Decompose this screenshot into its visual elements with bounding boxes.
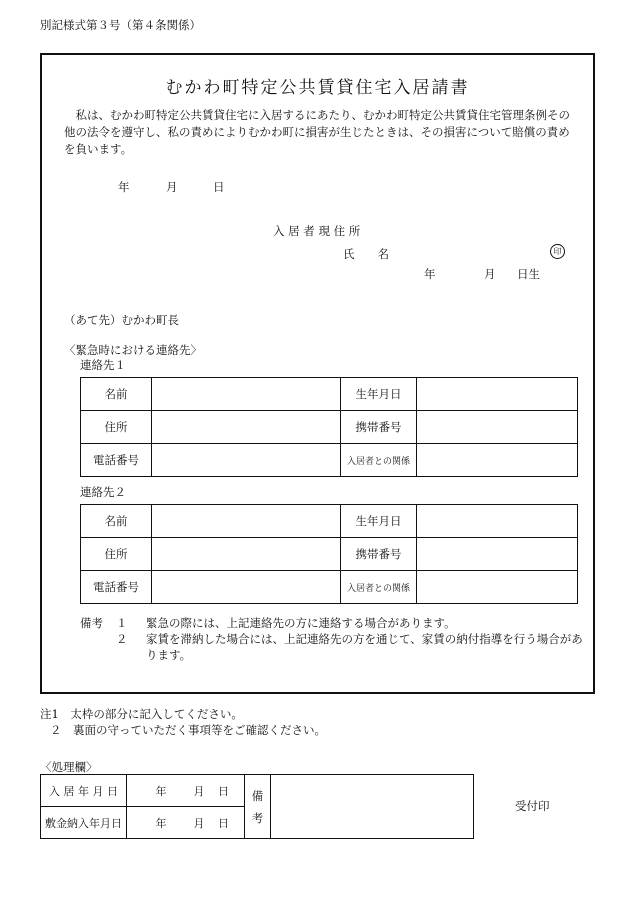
remarks-item2-line2: ります。 xyxy=(146,648,192,662)
submission-month[interactable]: 月 xyxy=(166,180,178,194)
name-label: 氏 名 xyxy=(343,247,389,261)
table-row xyxy=(81,538,578,571)
birth-month-label: 月 xyxy=(484,267,496,281)
contact1-table xyxy=(80,377,578,477)
form-title: むかわ町特定公共賃貸住宅入居請書 xyxy=(165,78,470,98)
move-in-year: 年 xyxy=(155,784,167,798)
remarks-label: 備考 xyxy=(80,616,103,630)
contact1-birthdate-label: 生年月日 xyxy=(341,378,417,411)
footnote-2: ２ 裏面の守っていただく事項等をご確認ください。 xyxy=(50,723,326,737)
contact2-address-label: 住所 xyxy=(81,538,152,571)
deposit-day: 日 xyxy=(218,816,229,830)
main-form-frame xyxy=(40,53,595,694)
contact2-name-label: 名前 xyxy=(81,505,152,538)
move-in-day: 日 xyxy=(218,784,229,798)
table-row xyxy=(81,378,578,411)
remarks-item1-text: 緊急の際には、上記連絡先の方に連絡する場合があります。 xyxy=(146,616,456,630)
seal-mark: 印 xyxy=(550,244,565,259)
contact1-heading: 連絡先１ xyxy=(80,358,126,372)
contact1-address-field[interactable] xyxy=(152,411,341,444)
pledge-paragraph: 私は、むかわ町特定公共賃貸住宅に入居するにあたり、むかわ町特定公共賃貸住宅管理条例その他の法令を遵守し、私の責めによりむかわ町に損害が生じたときは、その損害について賠償の責めを負います。 xyxy=(64,108,570,156)
contact1-name-label: 名前 xyxy=(81,378,152,411)
submission-year[interactable]: 年 xyxy=(118,180,130,194)
contact1-mobile-label: 携帯番号 xyxy=(341,411,417,444)
current-address-label: 入 居 者 現 住 所 xyxy=(273,224,361,238)
contact1-address-label: 住所 xyxy=(81,411,152,444)
deposit-date-field[interactable] xyxy=(127,807,245,839)
table-row xyxy=(81,411,578,444)
move-in-month: 月 xyxy=(193,784,205,798)
remarks-item1-number: １ xyxy=(116,616,128,630)
remarks-item2-number: ２ xyxy=(116,632,128,646)
table-row xyxy=(81,505,578,538)
contact1-relation-label: 入居者との関係 xyxy=(341,444,417,477)
contact2-name-field[interactable] xyxy=(152,505,341,538)
contact2-mobile-field[interactable] xyxy=(417,538,578,571)
footnote-1: 注1 太枠の部分に記入してください。 xyxy=(40,707,243,721)
contact2-birthdate-field[interactable] xyxy=(417,505,578,538)
contact2-table xyxy=(80,504,578,604)
move-in-date-field[interactable] xyxy=(127,775,245,807)
contact2-phone-field[interactable] xyxy=(152,571,341,604)
contact1-phone-field[interactable] xyxy=(152,444,341,477)
processing-table xyxy=(40,774,474,839)
receipt-stamp-label: 受付印 xyxy=(515,799,550,813)
contact1-birthdate-field[interactable] xyxy=(417,378,578,411)
submission-day[interactable]: 日 xyxy=(213,180,225,194)
form-number-label: 別記様式第３号（第４条関係） xyxy=(40,18,201,32)
remarks-char-1: 備 xyxy=(251,788,264,803)
contact1-relation-field[interactable] xyxy=(417,444,578,477)
contact1-mobile-field[interactable] xyxy=(417,411,578,444)
move-in-date-label: 入 居 年 月 日 xyxy=(41,775,127,807)
remarks-char-2: 考 xyxy=(251,810,264,825)
contact2-birthdate-label: 生年月日 xyxy=(341,505,417,538)
emergency-contact-heading: 〈緊急時における連絡先〉 xyxy=(64,343,202,357)
contact2-phone-label: 電話番号 xyxy=(81,571,152,604)
birth-year-label: 年 xyxy=(424,267,436,281)
contact2-mobile-label: 携帯番号 xyxy=(341,538,417,571)
contact2-relation-label: 入居者との関係 xyxy=(341,571,417,604)
contact2-heading: 連絡先２ xyxy=(80,485,126,499)
contact2-relation-field[interactable] xyxy=(417,571,578,604)
contact1-phone-label: 電話番号 xyxy=(81,444,152,477)
processing-remarks-field[interactable] xyxy=(271,775,474,839)
remarks-header-cell xyxy=(245,775,271,839)
contact2-address-field[interactable] xyxy=(152,538,341,571)
table-row xyxy=(81,571,578,604)
deposit-month: 月 xyxy=(193,816,205,830)
table-row xyxy=(41,775,474,807)
processing-heading: 〈処理欄〉 xyxy=(40,760,98,774)
deposit-date-label: 敷金納入年月日 xyxy=(41,807,127,839)
remarks-item2-line1: 家賃を滞納した場合には、上記連絡先の方を通じて、家賃の納付指導を行う場合があ xyxy=(146,632,583,646)
birth-day-label: 日生 xyxy=(517,267,540,281)
deposit-year: 年 xyxy=(155,816,167,830)
addressee: （あて先）むかわ町長 xyxy=(64,313,179,327)
table-row xyxy=(81,444,578,477)
contact1-name-field[interactable] xyxy=(152,378,341,411)
